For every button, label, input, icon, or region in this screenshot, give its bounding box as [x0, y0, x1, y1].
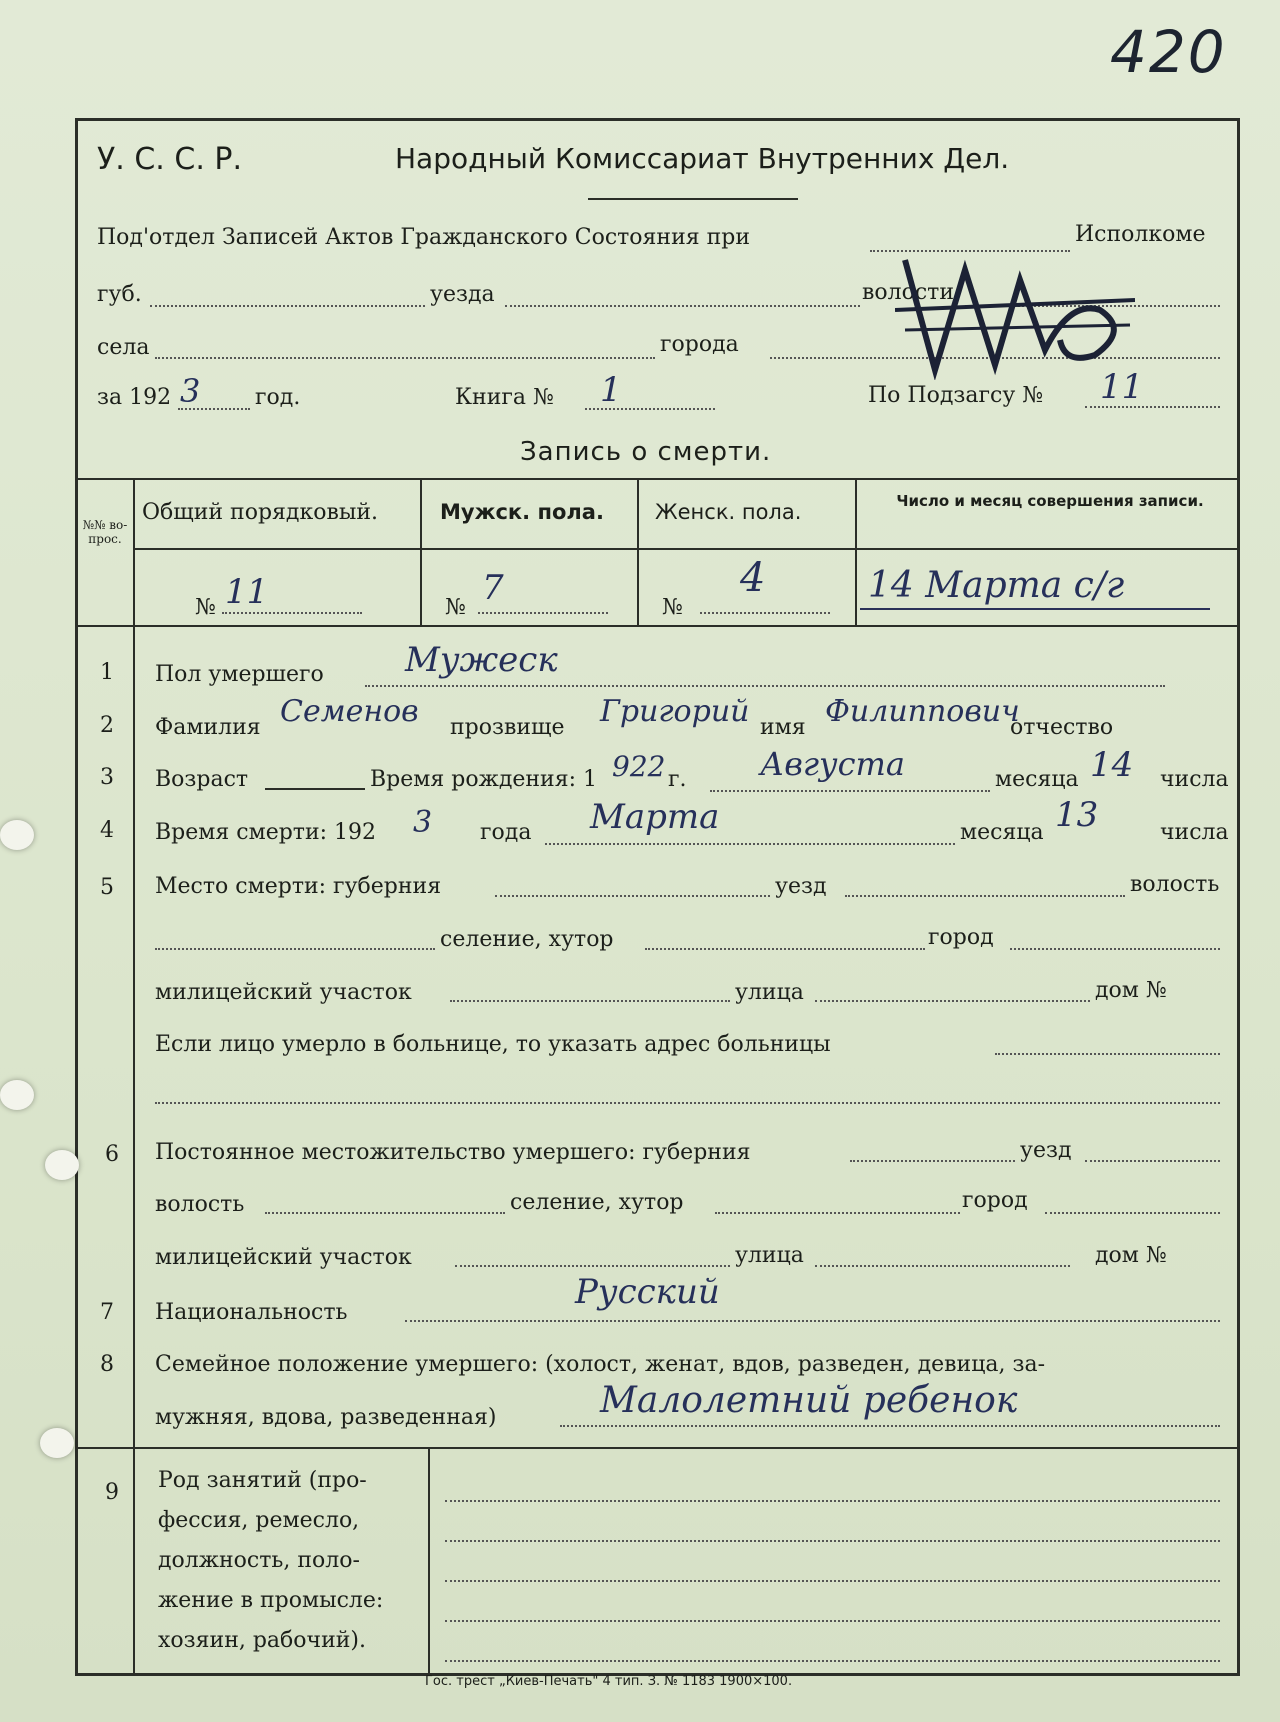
- table-col-3: [637, 480, 639, 626]
- binding-hole: [45, 1150, 79, 1180]
- q5-militia-blank: [450, 1000, 730, 1002]
- q9-blank-3: [445, 1580, 1220, 1582]
- q5-number: 5: [100, 875, 114, 900]
- table-col-2: [420, 480, 422, 626]
- subregister-blank: [1085, 406, 1220, 408]
- male-blank: [478, 612, 608, 614]
- q6-gorod-label: город: [962, 1188, 1028, 1213]
- q9-number: 9: [105, 1480, 119, 1505]
- q2-nickname-label: прозвище: [450, 715, 565, 740]
- q9-label-line-4: жение в промысле:: [158, 1588, 384, 1613]
- record-title: Запись о смерти.: [520, 437, 772, 467]
- q9-label-line-1: Род занятий (про-: [158, 1468, 367, 1493]
- q6-selo-label: селение, хутор: [510, 1190, 684, 1215]
- q4-month-value: Марта: [590, 797, 720, 837]
- q5-selo-blank: [645, 948, 925, 950]
- male-prefix: №: [445, 595, 466, 620]
- q6-gorod-blank: [1045, 1212, 1220, 1214]
- q4-label: Время смерти: 192: [155, 820, 377, 845]
- year-label: за 192: [97, 385, 172, 410]
- q8-number: 8: [100, 1352, 114, 1377]
- book-label: Книга №: [455, 385, 554, 410]
- q2-surname-label: Фамилия: [155, 715, 261, 740]
- q9-label-line-3: должность, поло-: [158, 1548, 360, 1573]
- q2-name-label: имя: [760, 715, 806, 740]
- total-blank: [222, 612, 362, 614]
- q5-hospital-blank-1: [995, 1053, 1220, 1055]
- selo-label: села: [97, 335, 150, 360]
- q1-blank: [365, 685, 1165, 687]
- q2-surname-value: Семенов: [280, 694, 419, 729]
- q2-patronymic-value: Филиппович: [825, 694, 1020, 729]
- binding-hole: [0, 1080, 34, 1110]
- q5-volost-blank: [155, 948, 435, 950]
- q5-volost-label: волость: [1130, 872, 1220, 897]
- q9-blank-1: [445, 1500, 1220, 1502]
- col-header-male: Мужск. пола.: [440, 500, 604, 524]
- q6-uezd-blank: [1085, 1160, 1220, 1162]
- q9-blank-4: [445, 1620, 1220, 1622]
- q7-value: Русский: [575, 1272, 720, 1312]
- q6-militia-label: милицейский участок: [155, 1245, 412, 1270]
- subregister-label: По Подзагсу №: [868, 383, 1044, 408]
- q4-month-label: месяца: [960, 820, 1044, 845]
- subregister-value: 11: [1100, 367, 1144, 407]
- total-value: 11: [225, 572, 269, 612]
- q1-value: Мужеск: [405, 640, 558, 680]
- col-header-total: Общий порядковый.: [142, 500, 379, 525]
- q4-day-value: 13: [1055, 795, 1099, 835]
- header-rule: [588, 198, 798, 200]
- table-col-1: [133, 480, 135, 626]
- q3-year-suffix: г.: [668, 767, 687, 792]
- table-mid-rule: [133, 548, 1240, 550]
- q8-blank: [560, 1425, 1220, 1427]
- q5-hospital-label: Если лицо умерло в больнице, то указать адрес больницы: [155, 1032, 831, 1057]
- section-9-rule: [75, 1447, 1240, 1449]
- q6-volost-label: волость: [155, 1192, 245, 1217]
- col-header-female: Женск. пола.: [655, 500, 802, 524]
- q4-month-blank: [545, 843, 955, 845]
- q5-street-label: улица: [735, 980, 804, 1005]
- q8-label-line1: Семейное положение умершего: (холост, женат, вдов, разведен, девица, за-: [155, 1352, 1046, 1377]
- q9-col-divider: [428, 1449, 430, 1676]
- q3-birth-year: 922: [612, 750, 666, 783]
- q5-label: Место смерти: губерния: [155, 874, 442, 899]
- total-prefix: №: [195, 595, 216, 620]
- binding-hole: [40, 1428, 74, 1458]
- gub-label: губ.: [97, 282, 142, 307]
- q4-year-digit: 3: [413, 805, 433, 840]
- q5-gorod-label: город: [928, 925, 994, 950]
- questions-divider: [133, 627, 135, 1447]
- q4-day-label: числа: [1160, 820, 1229, 845]
- question-header: №№ во-прос.: [82, 518, 128, 546]
- q9-blank-2: [445, 1540, 1220, 1542]
- crossed-out-scribble: [895, 240, 1135, 380]
- q3-month-blank: [710, 790, 990, 792]
- q2-patronymic-label: отчество: [1010, 715, 1114, 740]
- q9-label-line-5: хозяин, рабочий).: [158, 1628, 366, 1653]
- q3-age-label: Возраст: [155, 767, 249, 792]
- q6-gub-blank: [850, 1160, 1015, 1162]
- q2-number: 2: [100, 713, 114, 738]
- uezd-blank: [505, 305, 860, 307]
- table-bottom-rule: [75, 625, 1240, 627]
- q6-volost-blank: [265, 1212, 505, 1214]
- q8-label-line2: мужняя, вдова, разведенная): [155, 1405, 497, 1430]
- q6-number: 6: [105, 1142, 119, 1167]
- q5-hospital-blank-2: [155, 1102, 1220, 1104]
- table-top-rule: [75, 478, 1240, 480]
- q5-militia-label: милицейский участок: [155, 980, 412, 1005]
- q9-label-line-2: фессия, ремесло,: [158, 1508, 360, 1533]
- q5-house-label: дом №: [1095, 978, 1167, 1003]
- q5-uezd-label: уезд: [775, 874, 827, 899]
- year-value: 3: [180, 372, 201, 410]
- binding-hole: [0, 820, 34, 850]
- female-prefix: №: [662, 595, 683, 620]
- q6-street-label: улица: [735, 1243, 804, 1268]
- q6-house-label: дом №: [1095, 1243, 1167, 1268]
- q7-label: Национальность: [155, 1300, 348, 1325]
- q6-uezd-label: уезд: [1020, 1138, 1072, 1163]
- archive-number: 420: [1110, 18, 1227, 86]
- q5-selo-label: селение, хутор: [440, 927, 614, 952]
- ispolkom-label: Исполкоме: [1075, 222, 1206, 247]
- q6-label: Постоянное местожительство умершего: губерния: [155, 1140, 751, 1165]
- female-blank: [700, 612, 830, 614]
- date-value: 14 Марта с/г: [868, 565, 1125, 606]
- q3-number: 3: [100, 765, 114, 790]
- female-value: 4: [740, 555, 766, 601]
- book-value: 1: [600, 370, 622, 410]
- q3-day-label: числа: [1160, 767, 1229, 792]
- printer-mark: Гос. трест „Киев-Печать" 4 тип. З. № 1183 1900×100.: [425, 1674, 793, 1689]
- date-underline: [860, 608, 1210, 610]
- q9-blank-5: [445, 1660, 1220, 1662]
- q6-militia-blank: [455, 1265, 730, 1267]
- volost-label: волости: [862, 280, 955, 305]
- q5-gub-blank: [495, 895, 770, 897]
- q4-number: 4: [100, 818, 114, 843]
- q6-street-blank: [815, 1265, 1070, 1267]
- male-value: 7: [482, 568, 504, 608]
- q7-number: 7: [100, 1300, 114, 1325]
- q3-day-value: 14: [1090, 745, 1134, 785]
- republic-label: У. С. С. Р.: [97, 142, 243, 177]
- q8-value: Малолетний ребенок: [600, 1380, 1018, 1421]
- q2-name-value: Григорий: [600, 694, 750, 729]
- q3-month-value: Августа: [760, 745, 905, 783]
- q3-birth-label: Время рождения: 1: [370, 767, 597, 792]
- q6-selo-blank: [715, 1212, 960, 1214]
- col-header-date: Число и месяц совершения записи.: [896, 492, 1204, 510]
- q1-number: 1: [100, 660, 114, 685]
- commissariat-title: Народный Комиссариат Внутренних Дел.: [395, 142, 1010, 175]
- q1-label: Пол умершего: [155, 662, 324, 687]
- q9-divider: [133, 1449, 135, 1676]
- year-blank: [178, 408, 250, 410]
- q3-month-label: месяца: [995, 767, 1079, 792]
- uezd-label: уезда: [430, 282, 495, 307]
- q5-uezd-blank: [845, 895, 1125, 897]
- year-suffix: год.: [255, 385, 301, 410]
- q3-age-blank: [265, 788, 365, 790]
- q5-street-blank: [815, 1000, 1090, 1002]
- book-blank: [585, 408, 715, 410]
- gub-blank: [150, 305, 425, 307]
- q7-blank: [405, 1320, 1220, 1322]
- gorod-label: города: [660, 332, 739, 357]
- q5-gorod-blank: [1010, 948, 1220, 950]
- q4-year-label: года: [480, 820, 532, 845]
- office-label: Под'отдел Записей Актов Гражданского Состояния при: [97, 225, 751, 250]
- table-col-4: [855, 480, 857, 626]
- selo-blank: [155, 357, 655, 359]
